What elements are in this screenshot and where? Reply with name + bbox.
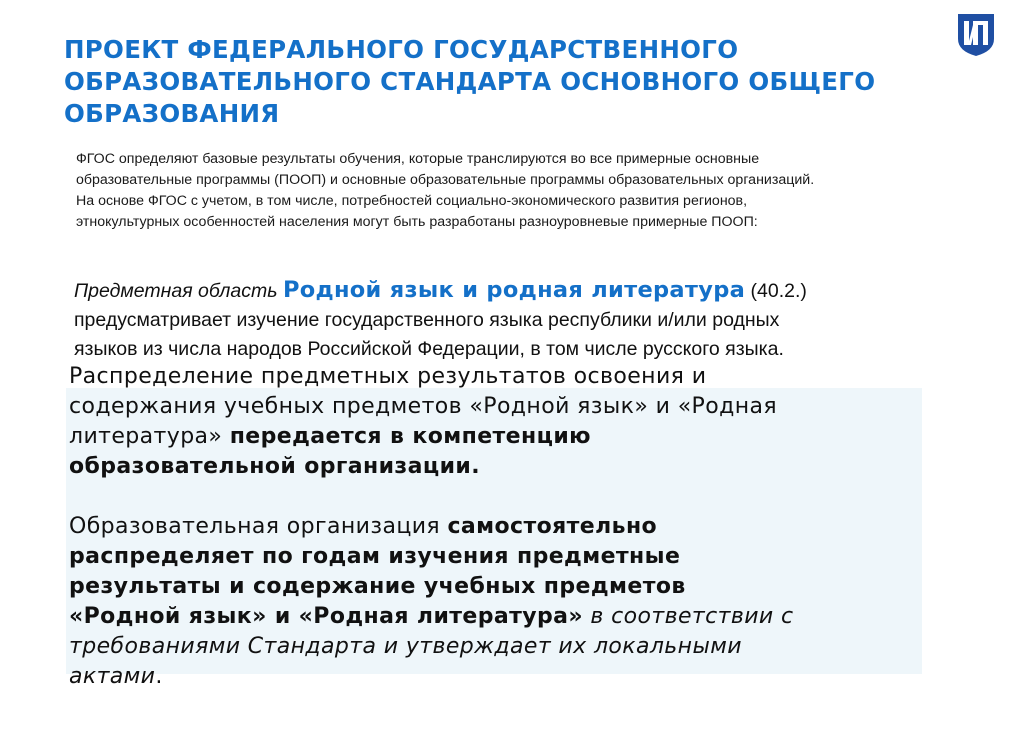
highlight-plain: . (155, 664, 163, 689)
highlight-italic: требованиями Стандарта и утверждает их локальными (69, 634, 742, 659)
highlight-line (69, 542, 949, 572)
slide-title-line: ОБРАЗОВАНИЯ (64, 99, 280, 128)
highlight-bold: распределяет по годам изучения предметные (69, 544, 681, 569)
highlight-bold: результаты и содержание учебных предметов (69, 574, 686, 599)
highlight-plain: Образовательная организация (69, 514, 448, 539)
intro-paragraph (76, 149, 956, 233)
slide-title (64, 34, 944, 130)
highlight-bold: образовательной организации. (69, 454, 480, 479)
highlight-line (69, 662, 949, 692)
highlight-line (69, 512, 949, 542)
slide-title-line: ОБРАЗОВАТЕЛЬНОГО СТАНДАРТА ОСНОВНОГО ОБЩЕГО (64, 67, 876, 96)
intro-line: этнокультурных особенностей населения могут быть разработаны разноуровневые примерные ПООП: (76, 214, 758, 230)
institute-logo-icon (955, 11, 997, 57)
highlight-italic: в соответствии с (583, 604, 794, 629)
subject-lead: Предметная область (74, 280, 278, 302)
highlight-line (69, 422, 949, 452)
subject-line (74, 276, 954, 306)
highlight-line: Распределение предметных результатов освоения и (69, 364, 707, 389)
slide-title-line: ПРОЕКТ ФЕДЕРАЛЬНОГО ГОСУДАРСТВЕННОГО (64, 35, 739, 64)
paragraph-gap (69, 482, 949, 512)
highlight-line (69, 572, 949, 602)
intro-line: образовательные программы (ПООП) и основные образовательные программы образовательных организаций. (76, 172, 815, 188)
intro-line: ФГОС определяют базовые результаты обучения, которые транслируются во все примерные основные (76, 151, 760, 167)
highlight-text (69, 362, 949, 692)
subject-name: Родной язык и родная литература (282, 277, 746, 303)
highlight-bold: передается в компетенцию (229, 424, 591, 449)
highlight-italic: актами (69, 664, 156, 689)
highlight-line (69, 452, 949, 482)
subject-line: языков из числа народов Российской Федерации, в том числе русского языка. (74, 338, 784, 360)
intro-line: На основе ФГОС с учетом, в том числе, потребностей социально-экономического развития регионов, (76, 193, 748, 209)
highlight-bold: «Родной язык» и «Родная литература» (69, 604, 584, 629)
subject-line: предусматривает изучение государственного языка республики и/или родных (74, 309, 780, 331)
subject-area-paragraph (74, 276, 954, 364)
highlight-line: содержания учебных предметов «Родной язык» и «Родная (69, 394, 777, 419)
highlight-plain: литература» (69, 424, 230, 449)
highlight-bold: самостоятельно (447, 514, 658, 539)
subject-code: (40.2.) (750, 280, 807, 302)
highlight-line (69, 602, 949, 632)
highlight-line (69, 632, 949, 662)
